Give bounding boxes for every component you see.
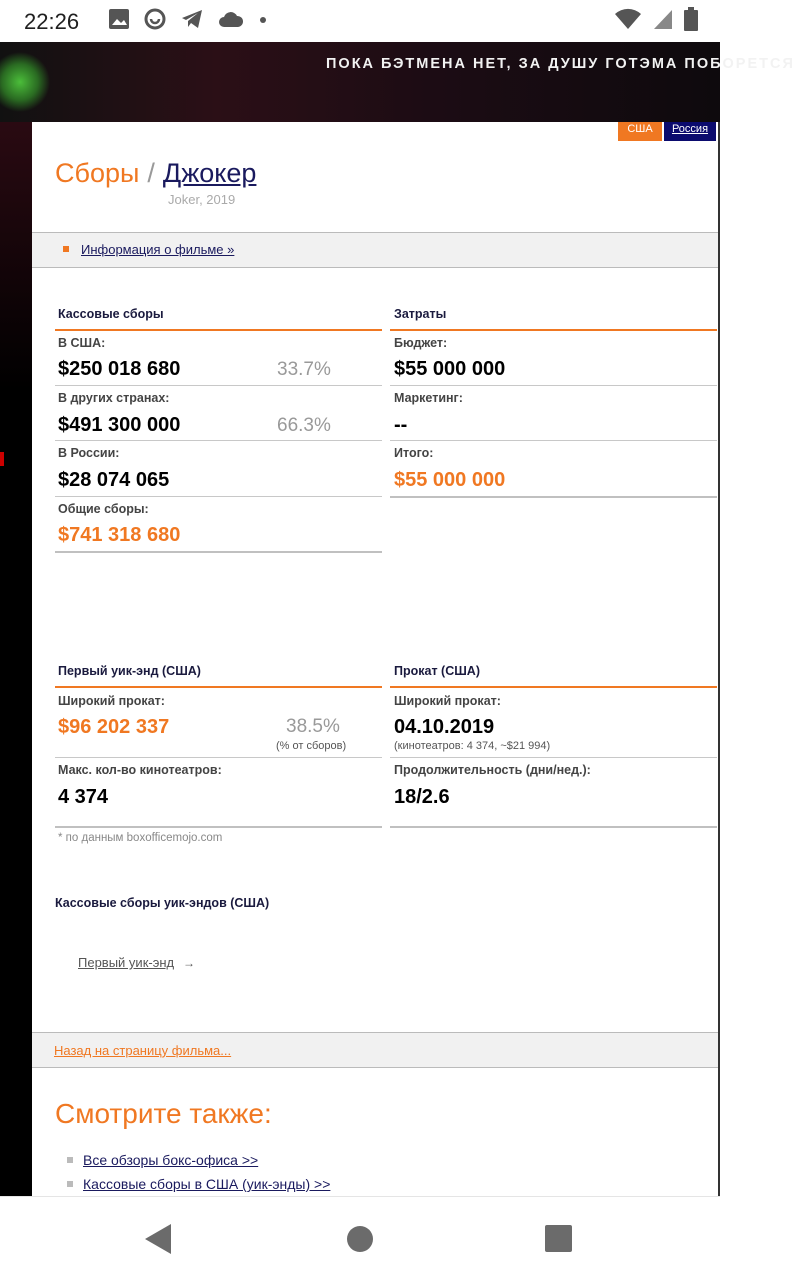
divider: [55, 757, 382, 758]
divider: [55, 496, 382, 497]
costs-rule: [390, 329, 717, 331]
breadcrumb-section[interactable]: Сборы: [55, 158, 140, 188]
cloud-icon: [218, 9, 244, 34]
page-background: [0, 122, 32, 1196]
other-countries-value: $491 300 000: [58, 414, 181, 436]
first-weekend-rule: [55, 686, 382, 688]
theaters-value: 4 374: [58, 786, 109, 808]
costs-total-label: Итого:: [394, 446, 434, 460]
other-countries-label: В других странах:: [58, 391, 170, 405]
telegram-icon: [180, 8, 204, 35]
weekend-wide-value: $96 202 337: [58, 716, 170, 738]
weekend-percent-note: (% от сборов): [276, 740, 347, 752]
release-date-value: 04.10.2019: [394, 716, 495, 738]
divider: [390, 826, 717, 828]
usa-percent: 33.7%: [277, 359, 331, 380]
costs-title: Затраты: [394, 307, 447, 321]
divider: [390, 440, 717, 441]
recent-apps-icon[interactable]: [545, 1225, 572, 1252]
budget-label: Бюджет:: [394, 336, 448, 350]
divider: [390, 757, 717, 758]
arrow-right-icon: →: [183, 956, 195, 970]
box-office-title: Кассовые сборы: [58, 307, 164, 321]
theaters-label: Макс. кол-во кинотеатров:: [58, 763, 222, 777]
status-time: 22:26: [24, 9, 80, 34]
bullet-icon: [63, 246, 69, 252]
back-to-film-link[interactable]: Назад на страницу фильма...: [54, 1043, 232, 1058]
bullet-icon: [67, 1157, 73, 1163]
other-countries-percent: 66.3%: [277, 415, 331, 436]
tab-russia[interactable]: Россия: [664, 122, 716, 141]
battery-icon: [684, 7, 698, 36]
marketing-label: Маркетинг:: [394, 391, 463, 405]
release-rule: [390, 686, 717, 688]
banner-tagline: ПОКА БЭТМЕНА НЕТ, ЗА ДУШУ ГОТЭМА ПОБОРЕТСЯ: [326, 56, 795, 72]
total-gross-label: Общие сборы:: [58, 502, 149, 516]
content-border: [718, 122, 720, 1196]
release-title: Прокат (США): [394, 664, 480, 678]
system-icons: [614, 8, 698, 34]
marketing-value: --: [394, 414, 408, 436]
dot-icon: [258, 12, 268, 30]
bullet-icon: [67, 1181, 73, 1187]
breadcrumb-film-link[interactable]: Джокер: [162, 158, 257, 188]
weekends-title: Кассовые сборы уик-эндов (США): [55, 896, 270, 910]
divider: [390, 496, 717, 498]
duration-value: 18/2.6: [394, 786, 450, 808]
box-office-rule: [55, 329, 382, 331]
breadcrumb-separator: /: [147, 158, 155, 188]
divider: [55, 826, 382, 828]
tab-usa[interactable]: США: [618, 122, 662, 141]
duration-label: Продолжительность (дни/нед.):: [394, 763, 591, 777]
see-also-link[interactable]: Кассовые сборы в США (уик-энды) >>: [83, 1176, 331, 1192]
see-also-link[interactable]: Все обзоры бокс-офиса >>: [83, 1152, 259, 1168]
wifi-icon: [614, 8, 642, 35]
back-icon[interactable]: [145, 1224, 171, 1254]
divider: [55, 440, 382, 441]
see-also-title: Смотрите также:: [55, 1098, 272, 1129]
first-weekend-title: Первый уик-энд (США): [58, 664, 201, 678]
notification-icons: [108, 8, 268, 34]
divider: [55, 385, 382, 386]
source-note: * по данным boxofficemojo.com: [58, 832, 223, 844]
release-theaters-note: (кинотеатров: 4 374, ~$21 994): [394, 740, 551, 752]
film-info-bar: [32, 232, 718, 268]
signal-icon: [652, 8, 674, 35]
weekend-wide-percent: 38.5%: [286, 716, 340, 737]
image-icon: [108, 8, 130, 35]
status-bar: [0, 0, 720, 42]
home-icon[interactable]: [347, 1226, 373, 1252]
russia-label: В России:: [58, 446, 120, 460]
release-wide-label: Широкий прокат:: [394, 694, 501, 708]
russia-value: $28 074 065: [58, 469, 170, 491]
usa-label: В США:: [58, 336, 106, 350]
divider: [390, 385, 717, 386]
face-icon: [144, 8, 166, 35]
divider: [55, 551, 382, 553]
first-weekend-link[interactable]: Первый уик-энд: [78, 955, 175, 970]
breadcrumb: [55, 158, 256, 189]
budget-value: $55 000 000: [394, 358, 506, 380]
banner-artwork: [0, 42, 60, 122]
film-info-link[interactable]: Информация о фильме »: [81, 242, 235, 257]
total-gross-value: $741 318 680: [58, 524, 181, 546]
back-bar: [32, 1032, 718, 1068]
film-banner[interactable]: [0, 42, 795, 122]
weekend-wide-label: Широкий прокат:: [58, 694, 165, 708]
costs-total-value: $55 000 000: [394, 469, 506, 491]
usa-value: $250 018 680: [58, 358, 181, 380]
film-original-title: Joker, 2019: [168, 192, 236, 207]
